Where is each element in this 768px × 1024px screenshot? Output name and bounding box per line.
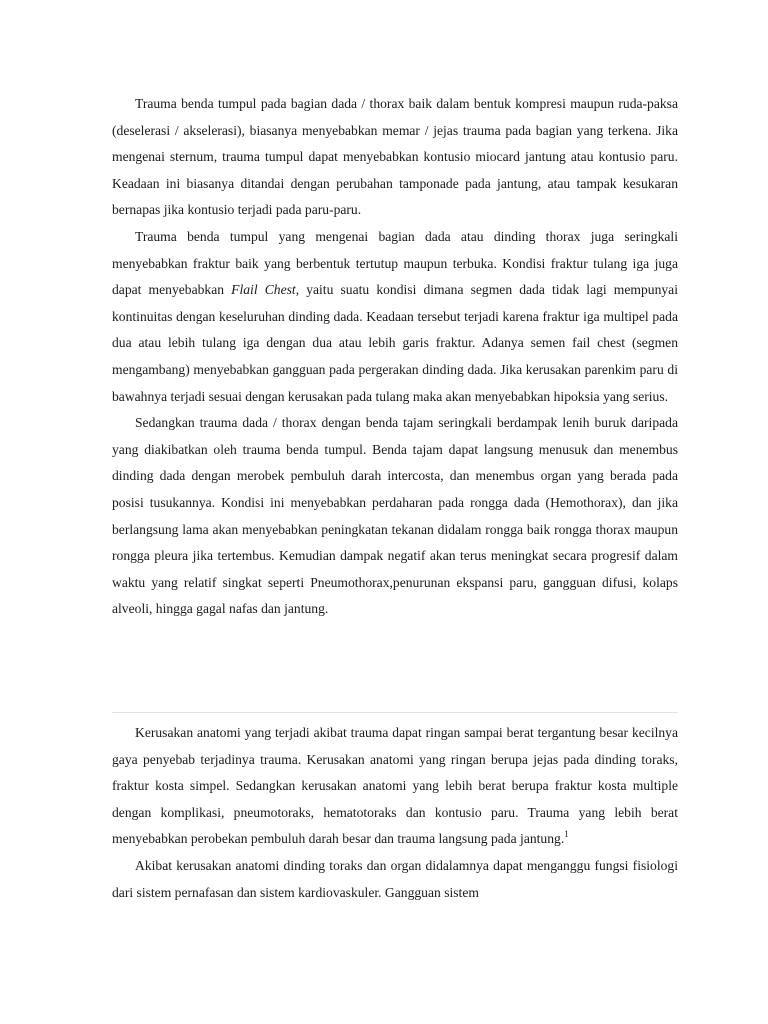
paragraph-physiologic-effect [112, 853, 678, 906]
paragraph-rib-fracture [112, 224, 678, 410]
paragraph-text: Trauma benda tumpul yang mengenai bagian dada atau dinding thorax juga seringkali menyebabkan fraktur baik yang berbentuk tertutup maupun terbuka. Kondisi fraktur tulang iga juga dapat menyebabkan [112, 228, 678, 298]
paragraph-anatomic-damage [112, 720, 678, 853]
document-section-1 [112, 91, 678, 623]
paragraph-sharp-trauma [112, 410, 678, 623]
flail-chest-term: Flail Chest [231, 282, 296, 298]
paragraph-text: , yaitu suatu kondisi dimana segmen dada tidak lagi mempunyai kontinuitas dengan keseluruhan dinding dada. Keadaan tersebut terjadi karena fraktur iga multipel pada dua atau lebih tulang iga dengan dua atau lebih garis fraktur. Adanya semen fail chest (segmen mengambang) menyebabkan gangguan pada pergerakan dinding dada. Jika kerusakan parenkim paru di bawahnya terjadi sesuai dengan kerusakan pada tulang maka akan menyebabkan hipoksia yang serius. [112, 282, 678, 404]
paragraph-text: Sedangkan trauma dada / thorax dengan benda tajam seringkali berdampak lenih buruk daripada yang diakibatkan oleh trauma benda tumpul. Benda tajam dapat langsung menusuk dan menembus dinding dada dengan merobek pembuluh darah intercosta, dan menembus organ yang berada pada posisi tusukannya. Kondisi ini menyebabkan perdaharan pada rongga dada (Hemothorax), dan jika berlangsung lama akan menyebabkan peningkatan tekanan didalam rongga baik rongga thorax maupun rongga pleura jika tertembus. Kemudian dampak negatif akan terus meningkat secara progresif dalam waktu yang relatif singkat seperti Pneumothorax,penurunan ekspansi paru, gangguan difusi, kolaps alveoli, hingga gagal nafas dan jantung. [112, 415, 678, 617]
document-section-2 [112, 720, 678, 906]
footnote-marker: 1 [564, 829, 569, 840]
paragraph-blunt-trauma [112, 91, 678, 224]
page-divider [112, 712, 678, 713]
paragraph-text: Akibat kerusakan anatomi dinding toraks dan organ didalamnya dapat menganggu fungsi fisiologi dari sistem pernafasan dan sistem kardiovaskuler. Gangguan sistem [112, 857, 678, 900]
paragraph-text: Kerusakan anatomi yang terjadi akibat trauma dapat ringan sampai berat tergantung besar kecilnya gaya penyebab terjadinya trauma. Kerusakan anatomi yang ringan berupa jejas pada dinding toraks, fraktur kosta simpel. Sedangkan kerusakan anatomi yang lebih berat berupa fraktur kosta multiple dengan komplikasi, pneumotoraks, hematotoraks dan kontusio paru. Trauma yang lebih berat menyebabkan perobekan pembuluh darah besar dan trauma langsung pada jantung. [112, 725, 678, 847]
paragraph-text: Trauma benda tumpul pada bagian dada / thorax baik dalam bentuk kompresi maupun ruda-paksa (deselerasi / akselerasi), biasanya menyebabkan memar / jejas trauma pada bagian yang terkena. Jika mengenai sternum, trauma tumpul dapat menyebabkan kontusio miocard jantung atau kontusio paru. Keadaan ini biasanya ditandai dengan perubahan tamponade pada jantung, atau tampak kesukaran bernapas jika kontusio terjadi pada paru-paru. [112, 96, 678, 218]
